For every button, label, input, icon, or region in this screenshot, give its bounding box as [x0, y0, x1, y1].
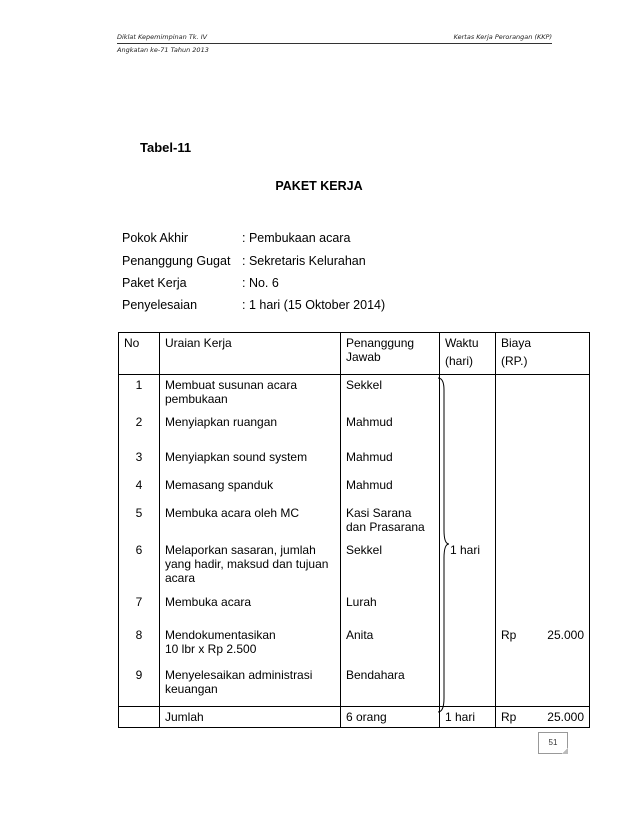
row-no: 8: [119, 625, 160, 665]
row-penanggung-jawab: Mahmud: [341, 412, 440, 447]
table-header-row: [119, 333, 590, 375]
row-no: 2: [119, 412, 160, 447]
header-biaya-line2: (RP.): [501, 354, 528, 368]
table-footer-row: [119, 707, 590, 728]
row-no: 6: [119, 540, 160, 592]
footer-no: [119, 707, 160, 728]
info-value: : No. 6: [242, 276, 279, 290]
row-biaya-currency: Rp: [501, 627, 517, 642]
row-uraian: Membuka acara: [160, 592, 341, 625]
table-row: [119, 475, 590, 503]
table-row: [119, 592, 590, 625]
row-penanggung-jawab: Lurah: [341, 592, 440, 625]
header-waktu-line2: (hari): [445, 354, 474, 368]
row-waktu: 1 hari: [440, 540, 496, 592]
footer-label: Jumlah: [160, 707, 341, 728]
row-penanggung-jawab: Mahmud: [341, 475, 440, 503]
table-label: Tabel-11: [140, 140, 192, 155]
header-biaya-line1: Biaya: [501, 336, 532, 350]
header-rule: [117, 43, 552, 44]
header-uraian: Uraian Kerja: [160, 333, 341, 375]
page-number: 51: [538, 732, 568, 754]
row-no: 9: [119, 665, 160, 707]
row-biaya: [496, 540, 590, 592]
info-value: : Pembukaan acara: [242, 231, 351, 245]
header-waktu-line1: Waktu: [445, 336, 479, 350]
info-label: Pokok Akhir: [122, 231, 189, 245]
footer-biaya-value: 25.000: [547, 710, 584, 724]
footer-biaya-currency: Rp: [501, 710, 517, 724]
row-no: 7: [119, 592, 160, 625]
header-penanggung: [341, 333, 440, 375]
work-package-table: [118, 332, 590, 728]
row-no: 1: [119, 375, 160, 412]
row-penanggung-jawab: Anita: [341, 625, 440, 665]
row-uraian: Mendokumentasikan 10 lbr x Rp 2.500: [160, 625, 341, 665]
info-value: : Sekretaris Kelurahan: [242, 254, 366, 268]
table-row: [119, 412, 590, 447]
row-biaya: [496, 665, 590, 707]
table-row: [119, 375, 590, 412]
curly-brace-icon: [436, 376, 450, 716]
info-label: Penyelesaian: [122, 298, 198, 312]
page-title: PAKET KERJA: [275, 179, 363, 193]
row-biaya: [496, 412, 590, 447]
row-uraian: Menyelesaikan administrasi keuangan: [160, 665, 341, 707]
row-penanggung-jawab: Mahmud: [341, 447, 440, 475]
table-row: [119, 540, 590, 592]
info-label: Penanggung Gugat: [122, 254, 231, 268]
table-row: [119, 625, 590, 665]
footer-waktu: 1 hari: [440, 707, 496, 728]
row-biaya: [496, 375, 590, 412]
table-row: [119, 503, 590, 540]
footer-pj: 6 orang: [341, 707, 440, 728]
row-penanggung-jawab: Bendahara: [341, 665, 440, 707]
row-penanggung-jawab: Sekkel: [341, 540, 440, 592]
row-penanggung-jawab: Kasi Sarana dan Prasarana: [341, 503, 440, 540]
row-uraian: Melaporkan sasaran, jumlah yang hadir, maksud dan tujuan acara: [160, 540, 341, 592]
header-right: Kertas Kerja Perorangan (KKP): [453, 33, 552, 41]
header-biaya: [496, 333, 590, 375]
header-penanggung-line2: Jawab: [346, 350, 381, 364]
row-biaya: [496, 447, 590, 475]
row-uraian: Membuat susunan acara pembukaan: [160, 375, 341, 412]
row-biaya: [496, 503, 590, 540]
header-penanggung-line1: Penanggung: [346, 336, 415, 350]
info-value: : 1 hari (15 Oktober 2014): [242, 298, 386, 312]
row-penanggung-jawab: Sekkel: [341, 375, 440, 412]
header-no: No: [119, 333, 160, 375]
header-left-line2: Angkatan ke-71 Tahun 2013: [117, 46, 209, 54]
row-uraian: Memasang spanduk: [160, 475, 341, 503]
header-left-line1: Diklat Kepemimpinan Tk. IV: [117, 33, 208, 41]
row-no: 4: [119, 475, 160, 503]
row-biaya: [496, 592, 590, 625]
table-row: [119, 665, 590, 707]
row-uraian: Membuka acara oleh MC: [160, 503, 341, 540]
table-row: [119, 447, 590, 475]
table-body: [119, 375, 590, 707]
row-biaya: [496, 625, 590, 665]
row-uraian: Menyiapkan sound system: [160, 447, 341, 475]
row-biaya-value: 25.000: [547, 627, 584, 642]
info-label: Paket Kerja: [122, 276, 187, 290]
row-biaya: [496, 475, 590, 503]
footer-biaya: [496, 707, 590, 728]
header-waktu: [440, 333, 496, 375]
row-no: 3: [119, 447, 160, 475]
row-uraian: Menyiapkan ruangan: [160, 412, 341, 447]
row-no: 5: [119, 503, 160, 540]
